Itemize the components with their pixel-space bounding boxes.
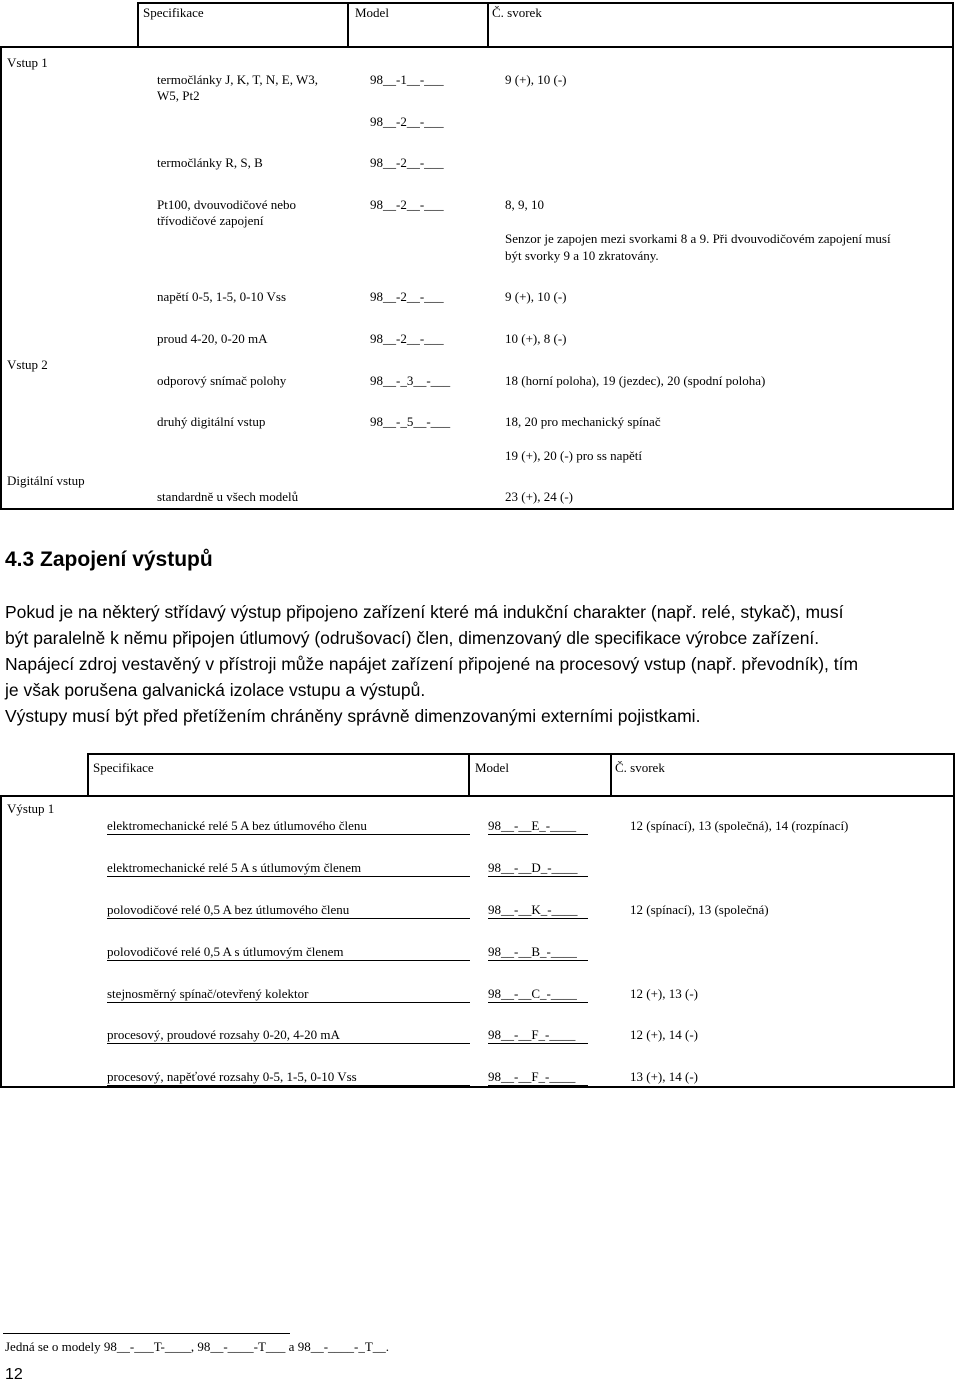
row-spec: termočlánky J, K, T, N, E, W3, [157,72,319,87]
paragraph-line: je však porušena galvanická izolace vstupu a výstupů. [5,680,426,700]
row-spec: polovodičové relé 0,5 A s útlumovým členem [107,944,344,959]
paragraph-line: být paralelně k němu připojen útlumový (odrušovací) člen, dimenzovaný dle specifikace výrobce zařízení. [5,628,820,648]
row-terminals: 18, 20 pro mechanický spínač [505,414,661,429]
row-terminals: 18 (horní poloha), 19 (jezdec), 20 (spodní poloha) [505,373,766,388]
footer-note: Jedná se o modely 98__-___T-____, 98__-____-T___ a 98__-____-_T__. [5,1339,390,1354]
row-spec: druhý digitální vstup [157,414,266,429]
row-terminals: 9 (+), 10 (-) [505,289,567,304]
row-note: Senzor je zapojen mezi svorkami 8 a 9. Při dvouvodičovém zapojení musí [505,231,891,246]
row-model: 98__-__K_-____ [488,902,578,917]
row-spec: elektromechanické relé 5 A s útlumovým členem [107,860,362,875]
row-terminals: 13 (+), 14 (-) [630,1069,698,1084]
paragraph-line: Pokud je na některý střídavý výstup připojeno zařízení které má indukční charakter (např. relé, stykač), musí [5,602,844,622]
row-terminals: 23 (+), 24 (-) [505,489,573,504]
row-model: 98__-_3__-___ [370,373,451,388]
row-spec: termočlánky R, S, B [157,155,263,170]
row-spec: W5, Pt2 [157,88,200,103]
paragraph-line: Napájecí zdroj vestavěný v přístroji může napájet zařízení připojené na procesový vstup (např. převodník), tím [5,654,859,674]
group-label-vstup2: Vstup 2 [7,357,48,372]
row-terminals: 12 (spínací), 13 (společná) [630,902,769,917]
row-spec: třívodičové zapojení [157,213,264,228]
row-model: 98__-2__-___ [370,197,444,212]
row-terminals: 8, 9, 10 [505,197,544,212]
page-number: 12 [5,1366,23,1383]
row-spec: procesový, proudové rozsahy 0-20, 4-20 mA [107,1027,340,1042]
group-label-vstup1: Vstup 1 [7,55,48,70]
row-model: 98__-__E_-____ [488,818,577,833]
row-spec: procesový, napěťové rozsahy 0-5, 1-5, 0-10 Vss [107,1069,357,1084]
row-model: 98__-__F_-____ [488,1069,576,1084]
row-model: 98__-1__-___ [370,72,444,87]
row-spec: odporový snímač polohy [157,373,287,388]
row-model: 98__-__C_-____ [488,986,577,1001]
row-terminals: 9 (+), 10 (-) [505,72,567,87]
row-model: 98__-__F_-____ [488,1027,576,1042]
row-spec: Pt100, dvouvodičové nebo [157,197,297,212]
group-label-vystup1: Výstup 1 [7,801,55,816]
header-spec: Specifikace [93,760,154,775]
paragraph-line: Výstupy musí být před přetížením chráněny správně dimenzovanými externími pojistkami. [5,706,701,726]
row-spec: napětí 0-5, 1-5, 0-10 Vss [157,289,287,304]
row-terminals: 12 (+), 13 (-) [630,986,698,1001]
row-spec: proud 4-20, 0-20 mA [157,331,268,346]
row-model: 98__-_5__-___ [370,414,451,429]
section-paragraph [5,599,960,729]
row-spec: elektromechanické relé 5 A bez útlumového členu [107,818,367,833]
header-terminals: Č. svorek [492,5,542,20]
row-terminals: 12 (spínací), 13 (společná), 14 (rozpínací) [630,818,849,833]
header-model: Model [475,760,509,775]
row-terminals: 12 (+), 14 (-) [630,1027,698,1042]
row-model: 98__-__B_-____ [488,944,577,959]
row-spec: stejnosměrný spínač/otevřený kolektor [107,986,309,1001]
row-note: být svorky 9 a 10 zkratovány. [505,248,659,263]
header-terminals: Č. svorek [615,760,665,775]
header-spec: Specifikace [143,5,204,20]
header-model: Model [355,5,389,20]
row-model: 98__-__D_-____ [488,860,578,875]
group-label-digital: Digitální vstup [7,473,85,488]
row-spec: polovodičové relé 0,5 A bez útlumového členu [107,902,350,917]
row-spec: standardně u všech modelů [157,489,299,504]
row-model: 98__-2__-___ [370,289,444,304]
footer-rule [3,1333,290,1334]
row-terminals: 10 (+), 8 (-) [505,331,567,346]
row-model: 98__-2__-___ [370,331,444,346]
row-model: 98__-2__-___ [370,114,444,129]
row-model: 98__-2__-___ [370,155,444,170]
row-terminals: 19 (+), 20 (-) pro ss napětí [505,448,642,463]
section-title: 4.3 Zapojení výstupů [5,548,213,571]
